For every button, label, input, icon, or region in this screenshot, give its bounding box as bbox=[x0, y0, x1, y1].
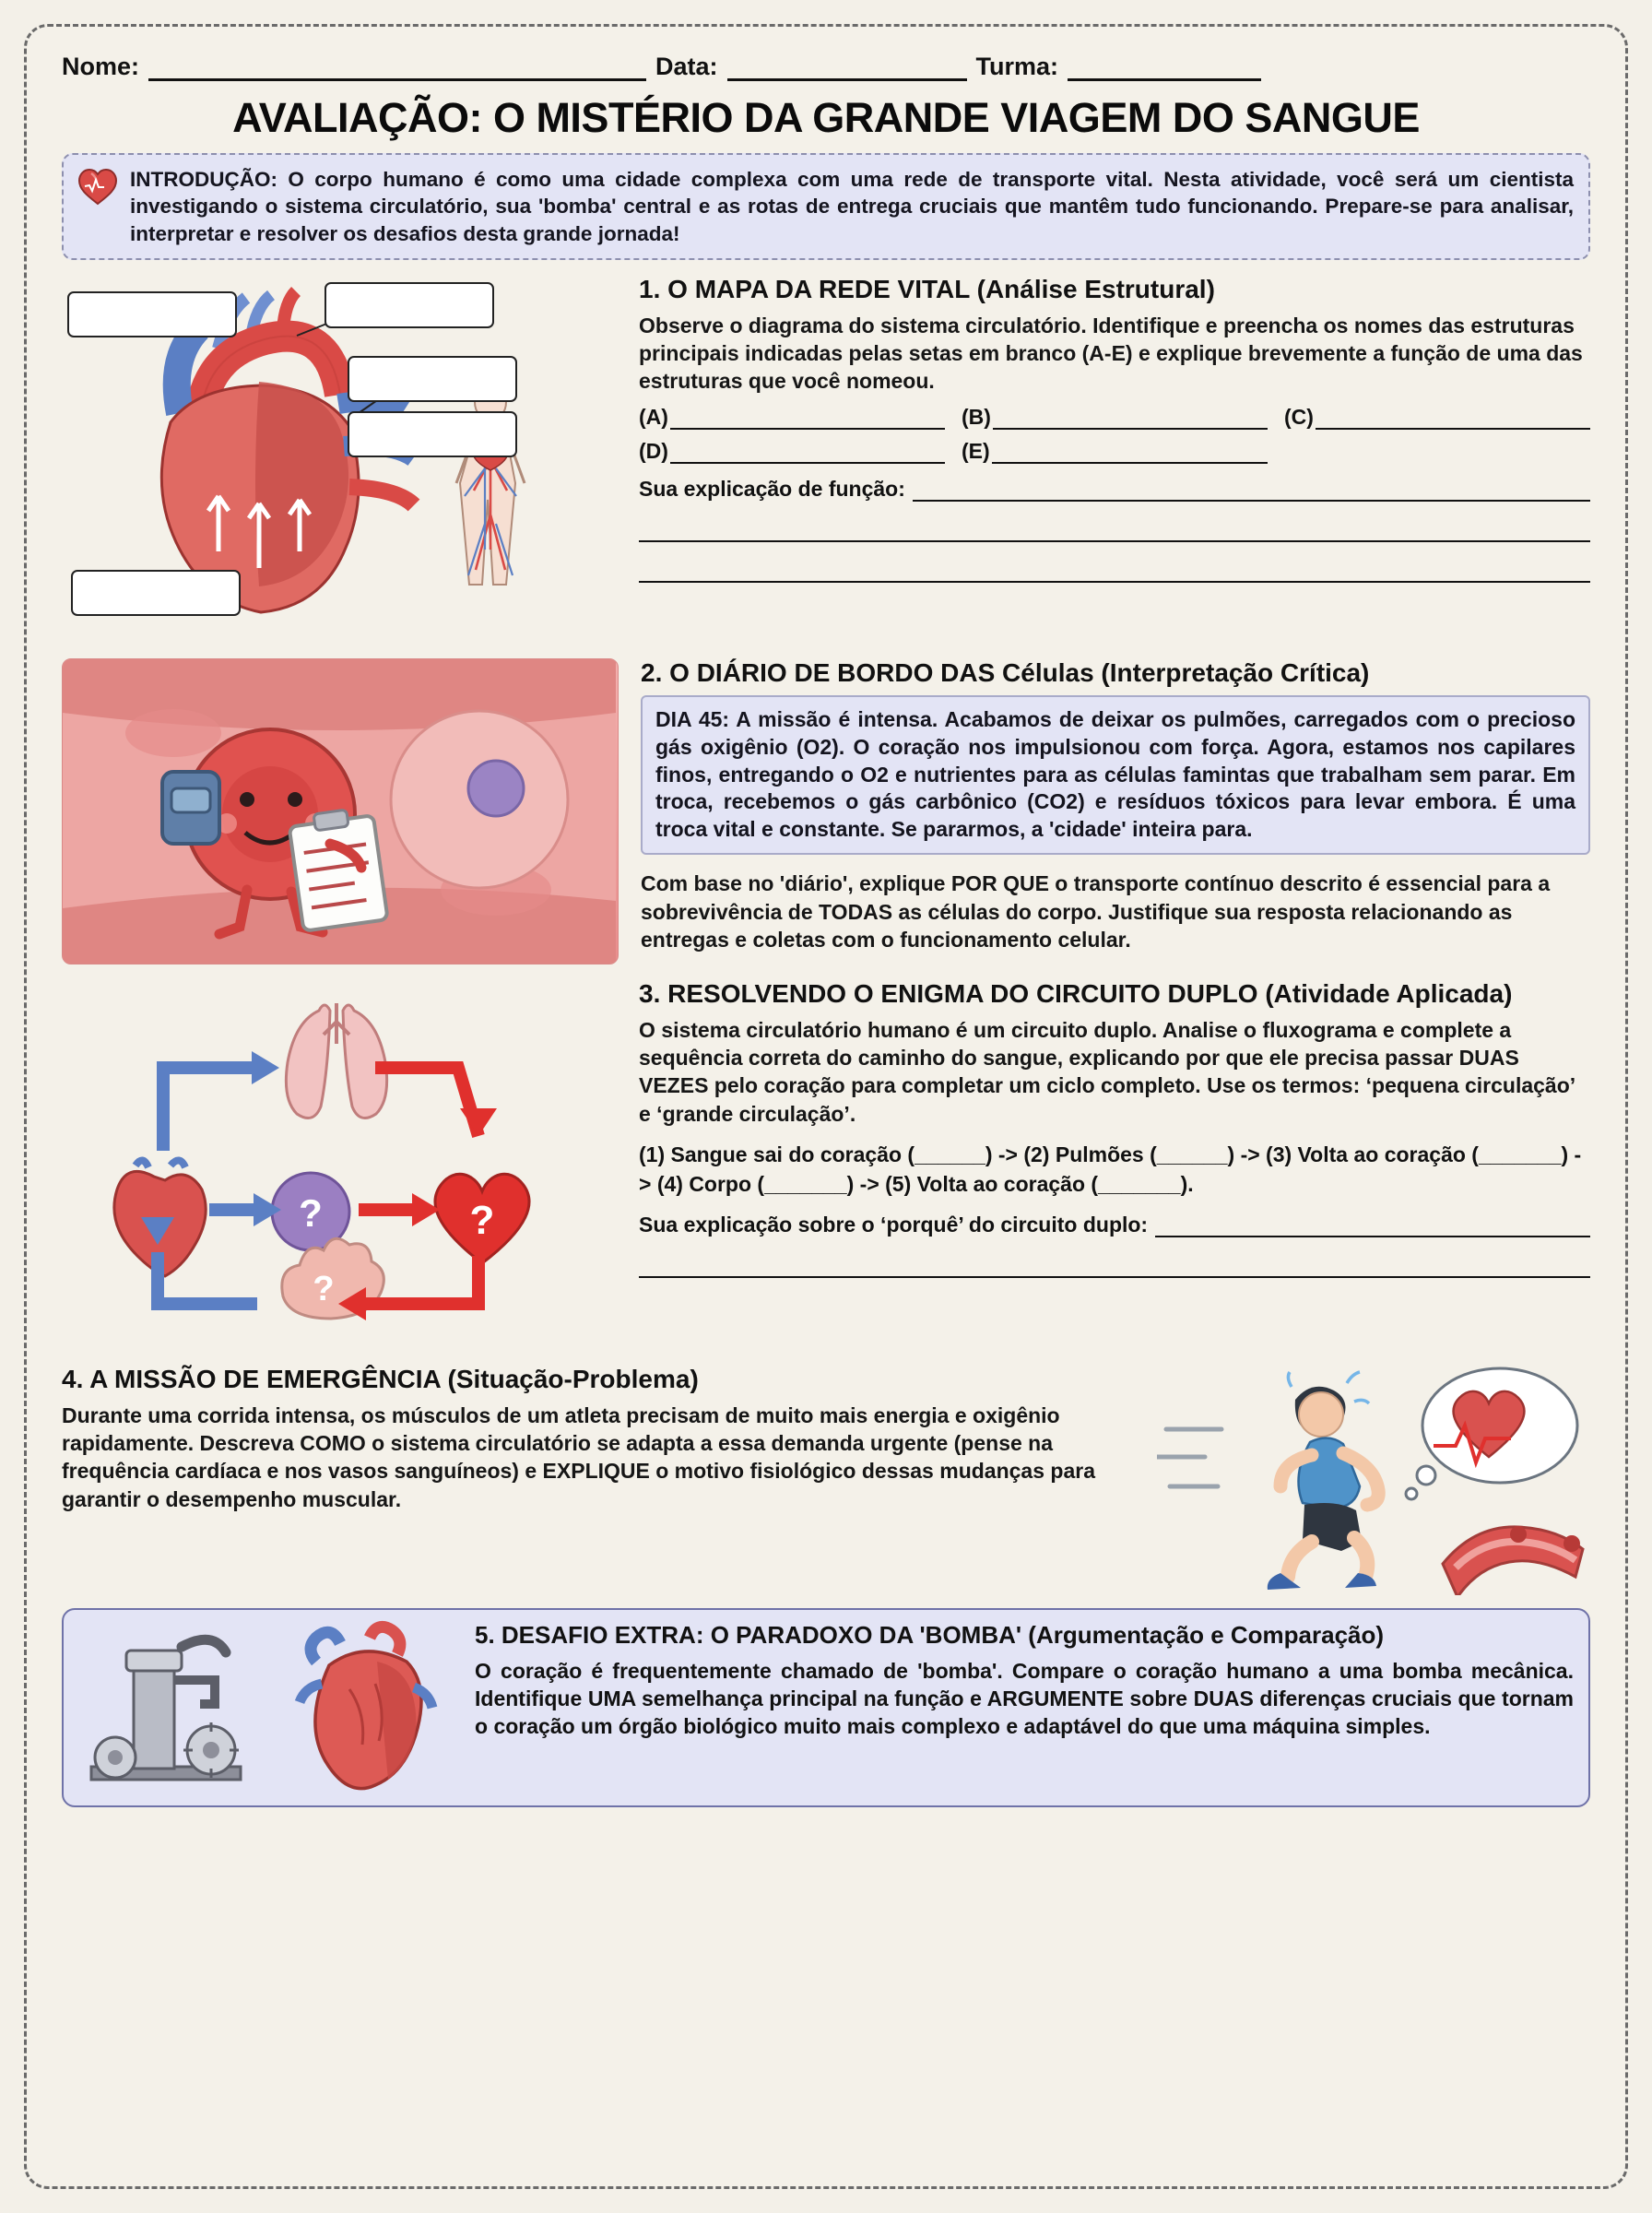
diary-quote-box bbox=[641, 695, 1590, 855]
label-box-d[interactable] bbox=[348, 411, 517, 457]
answer-field-d[interactable] bbox=[639, 439, 945, 464]
diary-body: A missão é intensa. Acabamos de deixar os pulmões, carregados com o precioso gás oxigênio (O2). O coração nos impulsionou com força. Agora, estamos nos capilares finos, entregando o O2 e nutrientes para as células famintas que trabalham sem parar. Em troca, recebemos o gás carbônico (CO2) e resíduos tóxicos para levar embora. É uma troca vital e constante. Se pararmos, a 'cidade' inteira para. bbox=[655, 706, 1575, 842]
answer-label-b: (B) bbox=[962, 404, 991, 429]
answer-row-de bbox=[639, 439, 1590, 464]
runner-illustration bbox=[1157, 1365, 1590, 1595]
label-box-c[interactable] bbox=[348, 356, 517, 402]
section-1-instructions: Observe o diagrama do sistema circulatório. Identifique e preencha os nomes das estruturas principais indicadas pelas setas em branco (A-E) e explique brevemente a função de uma das estruturas que você nomeou. bbox=[639, 313, 1583, 394]
diary-day-label: DIA 45: bbox=[655, 706, 730, 731]
section-5-heading: 5. DESAFIO EXTRA: O PARADOXO DA 'BOMBA' (Argumentação e Comparação) bbox=[475, 1620, 1385, 1649]
student-info-row bbox=[62, 53, 1590, 81]
section-3-heading: 3. RESOLVENDO O ENIGMA DO CIRCUITO DUPLO (Atividade Aplicada) bbox=[639, 978, 1513, 1008]
section-1 bbox=[62, 275, 1590, 644]
section-3-instructions: O sistema circulatório humano é um circuito duplo. Analise o fluxograma e complete a sequência correta do caminho do sangue, explicando por que ele precisa passar DUAS VEZES pelo coração para completar um ciclo completo. Use os termos: ‘pequena circulação’ e ‘grande circulação’. bbox=[639, 1017, 1575, 1126]
sequence-fill-in[interactable]: (1) Sangue sai do coração (______) -> (2) Pulmões (______) -> (3) Volta ao coração (_______) -> (4) Corpo (_______) -> (5) Volta ao coração (_______). bbox=[639, 1142, 1582, 1196]
section-4-heading: 4. A MISSÃO DE EMERGÊNCIA (Situação-Problema) bbox=[62, 1364, 699, 1393]
turma-input-line[interactable] bbox=[1068, 56, 1261, 81]
section-5 bbox=[62, 1608, 1590, 1807]
worksheet-sheet bbox=[24, 24, 1628, 2189]
answer-label-e: (E) bbox=[962, 438, 990, 463]
section-1-heading: 1. O MAPA DA REDE VITAL (Análise Estrutural) bbox=[639, 274, 1215, 303]
circuit-explanation-field[interactable] bbox=[639, 1213, 1590, 1237]
section-3-text bbox=[639, 979, 1590, 1348]
pump-vs-heart-figure bbox=[73, 1619, 460, 1794]
label-box-b[interactable] bbox=[324, 282, 494, 328]
double-circuit-illustration bbox=[62, 979, 615, 1348]
nome-input-line[interactable] bbox=[148, 56, 646, 81]
section-5-text bbox=[469, 1619, 1574, 1794]
section-5-instructions: O coração é frequentemente chamado de 'bomba'. Compare o coração humano a uma bomba mecânica. Identifique UMA semelhança principal na função e ARGUMENTE sobre DUAS diferenças cruciais que tornam o coração um órgão biológico muito mais complexo e adaptável do que uma máquina simples. bbox=[475, 1658, 1574, 1739]
section-2 bbox=[62, 658, 1590, 964]
red-blood-cell-illustration bbox=[62, 658, 619, 964]
introduction-body: O corpo humano é como uma cidade complexa com uma rede de transporte vital. Nesta atividade, você será um cientista investigando o sistema circulatório, sua 'bomba' central e as rotas de entrega cruciais que mantêm tudo funcionando. Prepare-se para analisar, interpretar e resolver os desafios desta grande jornada! bbox=[130, 168, 1574, 245]
section-4-instructions: Durante uma corrida intensa, os músculos de um atleta precisam de muito mais energia e oxigênio rapidamente. Descreva COMO o sistema circulatório se adapta a essa demanda urgente (pense na frequência cardíaca e nos vasos sanguíneos) e EXPLIQUE o motivo fisiológico dessas mudanças para garantir o desempenho muscular. bbox=[62, 1402, 1095, 1511]
function-explanation-label: Sua explicação de função: bbox=[639, 476, 905, 501]
section-1-text bbox=[639, 275, 1590, 644]
heart-diagram-figure bbox=[62, 275, 615, 644]
writing-line-1[interactable] bbox=[639, 513, 1590, 542]
heart-icon bbox=[77, 166, 119, 207]
answer-label-a: (A) bbox=[639, 404, 668, 429]
svg-text:?: ? bbox=[469, 1197, 495, 1243]
data-label: Data: bbox=[655, 53, 718, 80]
svg-text:?: ? bbox=[313, 1269, 335, 1308]
writing-line-2[interactable] bbox=[639, 553, 1590, 583]
writing-line-3[interactable] bbox=[639, 1249, 1590, 1278]
answer-field-spacer bbox=[1284, 439, 1590, 464]
introduction-text bbox=[130, 166, 1574, 247]
answer-row-abc bbox=[639, 405, 1590, 430]
turma-label: Turma: bbox=[975, 53, 1059, 80]
nome-label: Nome: bbox=[62, 53, 140, 80]
answer-field-a[interactable] bbox=[639, 405, 945, 430]
runner-figure bbox=[1157, 1365, 1590, 1595]
svg-text:?: ? bbox=[299, 1190, 323, 1235]
mechanical-pump-icon bbox=[73, 1619, 257, 1794]
red-cell-figure bbox=[62, 658, 617, 964]
section-2-heading: 2. O DIÁRIO DE BORDO DAS Células (Interpretação Crítica) bbox=[641, 657, 1370, 687]
section-4-text bbox=[62, 1365, 1139, 1513]
circuit-explanation-label: Sua explicação sobre o ‘porquê’ do circuito duplo: bbox=[639, 1212, 1149, 1237]
answer-label-d: (D) bbox=[639, 438, 668, 463]
introduction-box bbox=[62, 153, 1590, 260]
section-2-text bbox=[641, 658, 1590, 964]
answer-field-b[interactable] bbox=[962, 405, 1268, 430]
answer-label-c: (C) bbox=[1284, 404, 1314, 429]
function-explanation-field[interactable] bbox=[639, 477, 1590, 502]
data-input-line[interactable] bbox=[727, 56, 967, 81]
heart-anatomy-illustration bbox=[62, 275, 615, 644]
circuit-figure bbox=[62, 979, 615, 1348]
page-title: AVALIAÇÃO: O MISTÉRIO DA GRANDE VIAGEM DO SANGUE bbox=[232, 94, 1420, 141]
section-4 bbox=[62, 1365, 1590, 1595]
introduction-tag: INTRODUÇÃO: bbox=[130, 168, 277, 191]
label-box-a[interactable] bbox=[67, 291, 237, 337]
human-heart-icon bbox=[285, 1619, 451, 1794]
section-2-question: Com base no 'diário', explique POR QUE o transporte contínuo descrito é essencial para a sobrevivência de TODAS as células do corpo. Justifique sua resposta relacionando as entregas e coletas com o funcionamento celular. bbox=[641, 871, 1551, 952]
answer-field-c[interactable] bbox=[1284, 405, 1590, 430]
answer-field-e[interactable] bbox=[962, 439, 1268, 464]
section-3 bbox=[62, 979, 1590, 1348]
label-box-e[interactable] bbox=[71, 570, 241, 616]
